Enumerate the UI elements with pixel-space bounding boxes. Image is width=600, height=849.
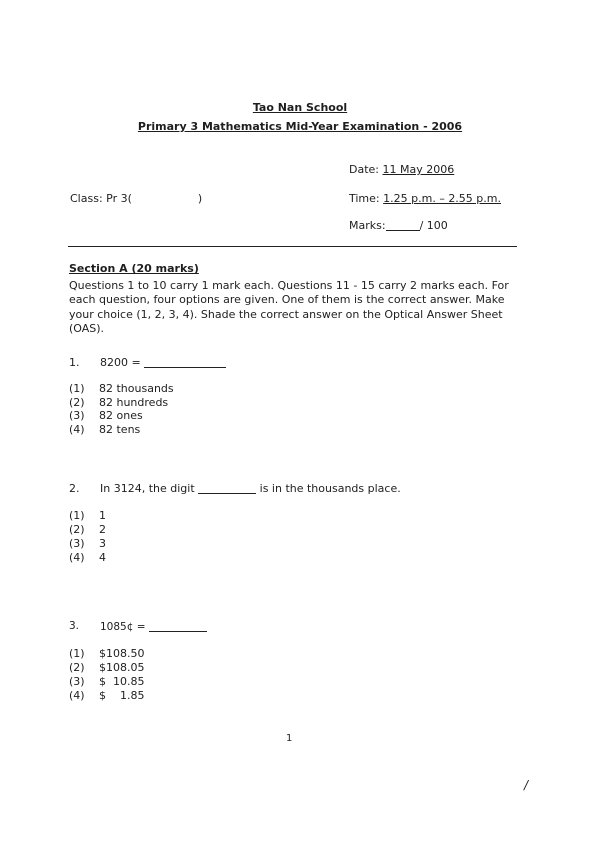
option-text: $108.05 [99, 661, 145, 674]
question-3-option-3 [69, 675, 144, 688]
question-1-stem-text: 8200 = [100, 356, 141, 369]
question-2-blank [198, 482, 256, 494]
divider-line [68, 246, 517, 247]
time-value: 1.25 p.m. – 2.55 p.m. [383, 192, 501, 205]
question-3-option-1 [69, 647, 145, 660]
question-3-blank [149, 620, 207, 632]
question-2-stem [100, 482, 401, 495]
option-number: (2) [69, 523, 85, 536]
section-instructions: Questions 1 to 10 carry 1 mark each. Questions 11 - 15 carry 2 marks each. For each question, four options are given. One of them is the correct answer. Make your choice (1, 2, 3, 4). Shade the correct answer on the Optical Answer Sheet (OAS). [69, 279, 509, 335]
marks-blank [386, 219, 420, 231]
option-number: (4) [69, 551, 85, 564]
question-3-number: 3. [69, 620, 80, 632]
question-1-option-2 [69, 396, 168, 409]
class-row [70, 192, 202, 205]
class-label: Class: Pr 3( [70, 192, 132, 205]
question-3-stem-text: 1085¢ = [100, 621, 146, 633]
option-text: 82 tens [99, 423, 141, 436]
option-text: 2 [99, 523, 106, 536]
corner-mark: / [524, 778, 529, 792]
option-text: 1 [99, 509, 106, 522]
question-1-stem [100, 356, 226, 369]
question-2-number: 2. [69, 482, 80, 495]
question-3-option-2 [69, 661, 145, 674]
option-number: (4) [69, 689, 85, 702]
option-number: (2) [69, 661, 85, 674]
question-1-option-3 [69, 409, 143, 422]
option-text: $ 10.85 [99, 675, 145, 688]
option-number: (1) [69, 647, 85, 660]
marks-label: Marks: [349, 219, 386, 232]
option-text: 4 [99, 551, 106, 564]
option-number: (3) [69, 537, 85, 550]
question-3-option-4 [69, 689, 144, 702]
page-number: 1 [286, 733, 293, 744]
date-value: 11 May 2006 [382, 163, 455, 176]
question-2-stem-text: In 3124, the digit [100, 482, 195, 495]
question-1-option-4 [69, 423, 140, 436]
option-text: $ 1.85 [99, 689, 145, 702]
question-2-option-1 [69, 509, 106, 522]
question-2-stem-after: is in the thousands place. [259, 482, 401, 495]
option-number: (3) [69, 409, 85, 422]
exam-title: Primary 3 Mathematics Mid-Year Examination - 2006 [137, 120, 463, 133]
class-close: ) [197, 192, 203, 205]
question-2-option-2 [69, 523, 106, 536]
question-1-option-1 [69, 382, 174, 395]
option-number: (1) [69, 509, 85, 522]
option-text: 82 ones [99, 409, 143, 422]
option-number: (1) [69, 382, 85, 395]
option-text: 82 thousands [99, 382, 174, 395]
option-number: (3) [69, 675, 85, 688]
question-1-blank [144, 356, 226, 368]
school-name: Tao Nan School [252, 101, 348, 114]
date-row [349, 163, 454, 176]
section-title: Section A (20 marks) [69, 262, 199, 275]
option-text: $108.50 [99, 647, 145, 660]
question-2-option-4 [69, 551, 106, 564]
question-2-option-3 [69, 537, 106, 550]
marks-total: / 100 [419, 219, 448, 232]
time-row [349, 192, 501, 205]
date-label: Date: [349, 163, 379, 176]
option-text: 82 hundreds [99, 396, 169, 409]
question-1-number: 1. [69, 356, 80, 369]
time-label: Time: [349, 192, 380, 205]
question-3-stem [100, 620, 207, 633]
option-number: (2) [69, 396, 85, 409]
marks-row [349, 219, 448, 232]
option-number: (4) [69, 423, 85, 436]
option-text: 3 [99, 537, 106, 550]
